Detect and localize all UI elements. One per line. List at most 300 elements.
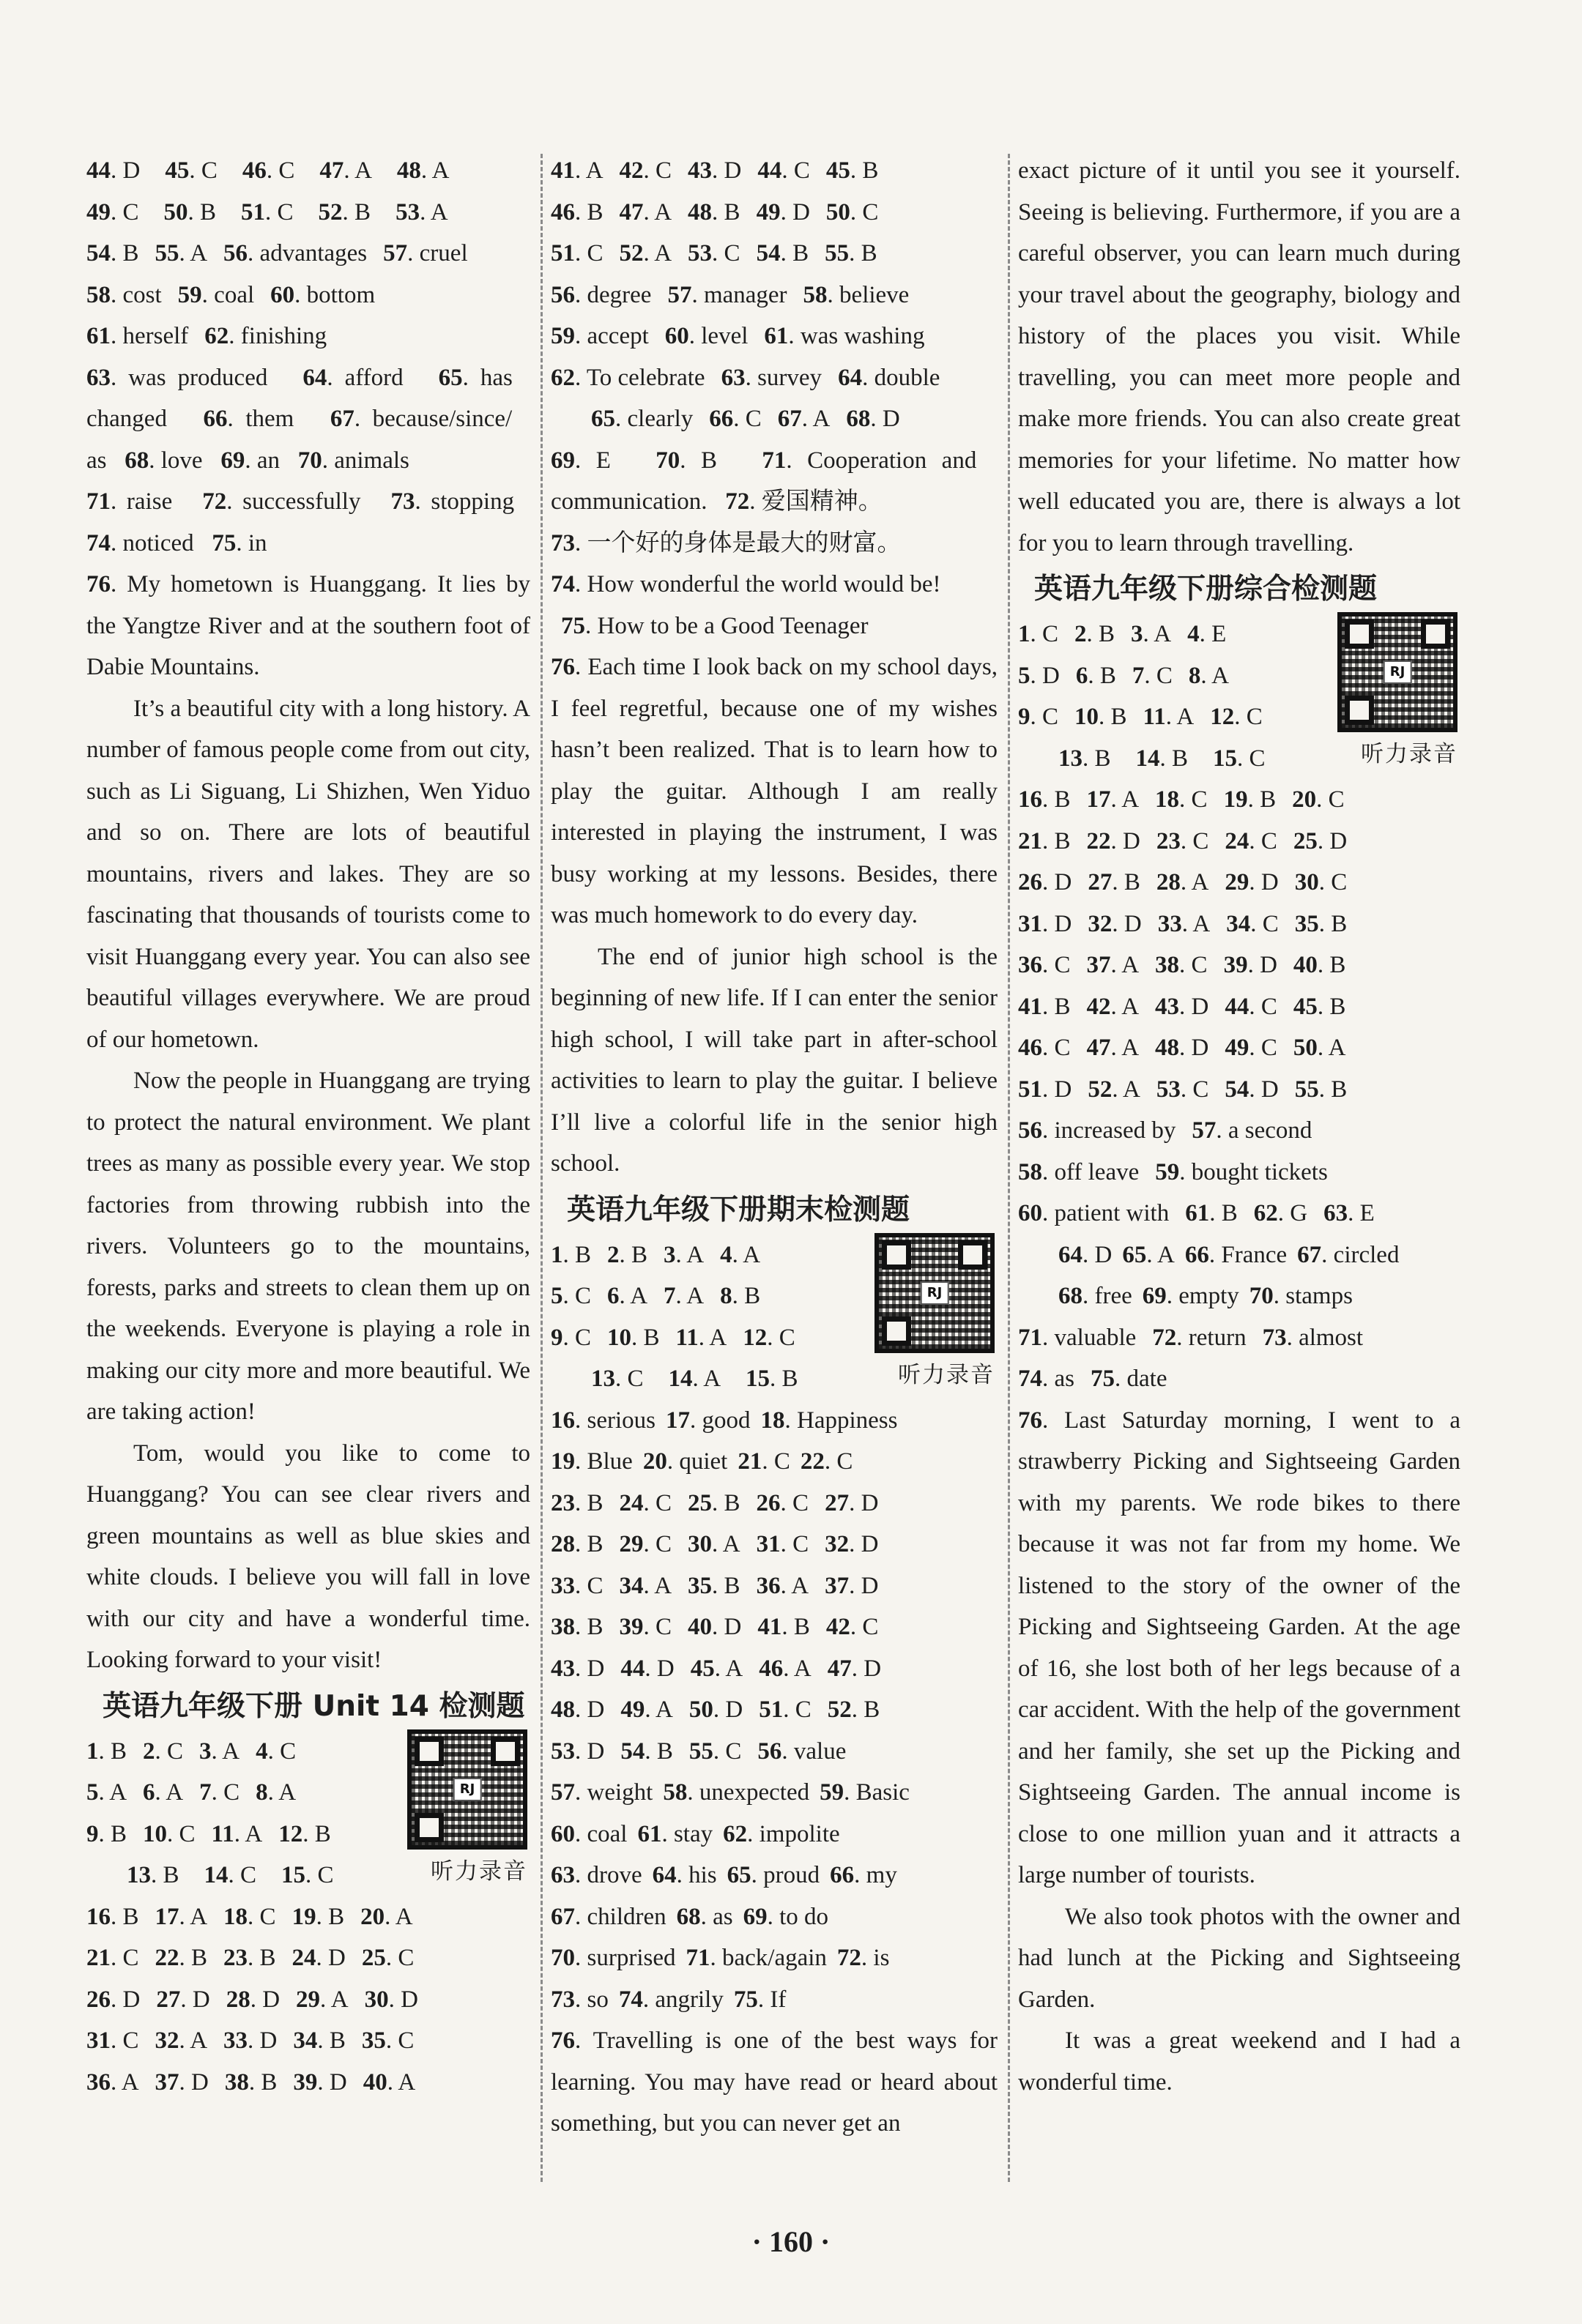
- answer-item: 11. A: [675, 1324, 727, 1351]
- answer-item: 31. D: [1018, 910, 1072, 937]
- question-number: 54: [1225, 1076, 1249, 1103]
- answer-text: C: [725, 1738, 742, 1765]
- answer-text: believe: [839, 281, 910, 308]
- answer-text: Happiness: [797, 1407, 898, 1434]
- answer-item: 49. C: [1225, 1035, 1277, 1061]
- answer-text: love: [160, 447, 203, 474]
- answer-row: [551, 1400, 998, 1442]
- question-number: 2: [607, 1241, 620, 1268]
- answer-item: 10. C: [143, 1820, 196, 1847]
- answer-item: 58. off leave: [1018, 1158, 1140, 1185]
- answer-item: 16. B: [86, 1903, 139, 1930]
- answer-row: [551, 1814, 998, 1855]
- answer-item: 34. A: [619, 1572, 672, 1599]
- answer-text: D: [861, 1572, 879, 1599]
- answer-row: [551, 316, 998, 357]
- answer-item: 12. C: [743, 1324, 795, 1351]
- answer-text: D: [192, 1986, 210, 2013]
- question-number: 62: [204, 323, 229, 349]
- question-number: 52: [619, 240, 644, 267]
- answer-text: B: [575, 1241, 592, 1268]
- answer-text: animals: [334, 447, 409, 474]
- answer-item: 44. C: [1225, 993, 1277, 1020]
- answer-item: 56. value: [757, 1738, 847, 1765]
- answer-item: 45. A: [690, 1655, 743, 1682]
- answer-item: 25. C: [361, 1945, 415, 1971]
- answer-item: 55. B: [1294, 1076, 1348, 1103]
- answer-text: C: [1249, 745, 1266, 772]
- answer-item: 13. C: [591, 1366, 644, 1392]
- answer-text: A: [1191, 869, 1209, 895]
- answer-text: A: [190, 2027, 208, 2054]
- question-number: 75: [1091, 1366, 1115, 1392]
- answer-item: 18. C: [223, 1903, 276, 1930]
- question-number: 23: [551, 1489, 575, 1516]
- answer-text: A: [330, 1986, 349, 2013]
- question-number: 44: [620, 1655, 645, 1682]
- answer-item: 53. A: [396, 198, 448, 226]
- essay-paragraph: [86, 1433, 530, 1681]
- answer-text: D: [1123, 827, 1140, 854]
- answer-text: return: [1188, 1324, 1247, 1351]
- answer-line: 74. How wonderful the world would be!: [551, 571, 941, 597]
- answer-text: B: [111, 1738, 127, 1765]
- answer-item: 49. D: [756, 198, 810, 226]
- answer-text: A: [245, 1820, 263, 1847]
- answer-item: 4. C: [256, 1738, 297, 1765]
- question-number: 61: [1185, 1200, 1210, 1226]
- question-number: 69: [220, 447, 245, 474]
- question-number: 70: [656, 447, 680, 474]
- question-number: 67: [551, 1903, 575, 1930]
- essay-paragraph: [551, 936, 998, 1185]
- question-number: 51: [1018, 1076, 1042, 1103]
- answer-item: 36. A: [756, 1572, 809, 1599]
- answer-line: as 68. love 69. an 70. animals: [86, 447, 409, 474]
- question-number: 72: [202, 488, 227, 515]
- question-number: 22: [155, 1945, 179, 1971]
- answer-item: 30. C: [1294, 869, 1348, 895]
- answer-text: increased by: [1054, 1117, 1176, 1144]
- answer-item: 60. patient with: [1018, 1200, 1170, 1226]
- question-number: 40: [1293, 952, 1318, 978]
- question-number: 3: [199, 1738, 212, 1765]
- question-number: 12: [743, 1324, 768, 1351]
- question-number: 76: [1018, 1407, 1042, 1434]
- answer-text: B: [643, 1324, 660, 1351]
- answer-text: B: [200, 198, 217, 226]
- answer-text: D: [1260, 952, 1277, 978]
- answer-item: 38. C: [1155, 952, 1208, 978]
- answer-item: 62. finishing: [204, 323, 327, 349]
- answer-text: a second: [1228, 1117, 1312, 1144]
- question-number: 41: [1018, 993, 1042, 1020]
- question-number: 47: [1086, 1035, 1111, 1061]
- question-number: 10: [607, 1324, 632, 1351]
- qr-finder: [882, 1316, 911, 1346]
- answer-item: 17. A: [1086, 786, 1140, 813]
- question-number: 59: [177, 281, 202, 308]
- essay-text: Tom, would you like to come to Huanggang? You can see clear rivers and green mountains as well as blue skies and white clouds. I believe you will fall in love with our city and have a wonderful time. Looking forward to your visit!: [86, 1440, 530, 1673]
- answer-item: 61. B: [1185, 1200, 1238, 1226]
- answer-text: is: [873, 1945, 890, 1971]
- answer-row: [551, 1648, 998, 1690]
- question-number: 52: [827, 1697, 852, 1723]
- answer-item: 7. A: [664, 1283, 705, 1309]
- question-number: 30: [1294, 869, 1319, 895]
- essay-paragraph: 76. Travelling is one of the best ways for learning. You may have read or heard about something, but you can never get an: [551, 2027, 998, 2137]
- question-number: 38: [224, 2068, 249, 2096]
- answer-text: level: [701, 323, 749, 349]
- answer-item: 18. C: [1155, 786, 1208, 813]
- question-number: 9: [1018, 704, 1030, 730]
- answer-text: A: [166, 1779, 184, 1806]
- answer-item: 60. level: [664, 323, 749, 349]
- answer-row: [551, 1896, 998, 1938]
- answer-text: clearly: [627, 406, 694, 432]
- answer-text: D: [191, 2068, 209, 2096]
- question-number: 60: [664, 323, 689, 349]
- answer-text: C: [259, 1903, 276, 1930]
- answer-text: an: [256, 447, 280, 474]
- answer-item: 23. B: [551, 1489, 604, 1516]
- answer-row: [86, 2020, 530, 2062]
- answer-item: 21. C: [86, 1945, 139, 1971]
- question-number: 18: [760, 1407, 785, 1434]
- answer-text: B: [1054, 786, 1071, 813]
- answer-item: 47. A: [1086, 1035, 1140, 1061]
- answer-text: D: [1094, 1241, 1113, 1268]
- answer-text: coal: [587, 1820, 628, 1847]
- answer-item: 44. D: [86, 157, 141, 184]
- answer-item: 17. good: [666, 1407, 751, 1434]
- answer-text: 爱国精神。: [761, 488, 883, 515]
- question-number: 14: [204, 1862, 229, 1888]
- answer-text: was washing: [800, 323, 925, 349]
- answer-line: communication. 72. 爱国精神。: [551, 488, 883, 515]
- answer-text: changed: [86, 406, 167, 432]
- question-number: 69: [551, 447, 575, 474]
- answer-text: B: [1124, 869, 1140, 895]
- question-number: 75: [212, 529, 237, 556]
- answer-item: 56. degree: [551, 281, 652, 308]
- answer-text: D: [1054, 910, 1072, 937]
- question-number: 13: [127, 1862, 151, 1888]
- question-number: 22: [800, 1448, 825, 1475]
- question-number: 7: [199, 1779, 212, 1806]
- question-number: 12: [278, 1820, 303, 1847]
- page-number: · 160 ·: [751, 2225, 831, 2258]
- answer-item: 23. B: [223, 1945, 276, 1971]
- question-number: 20: [1292, 786, 1317, 813]
- question-number: 69: [1142, 1283, 1167, 1309]
- answer-text: D: [1191, 993, 1209, 1020]
- question-number: 66: [709, 406, 734, 432]
- answer-item: 27. B: [1088, 869, 1140, 895]
- answer-text: E: [595, 447, 611, 474]
- answer-item: 28. A: [1156, 869, 1209, 895]
- answer-item: 53. C: [688, 240, 740, 267]
- answer-line: 63. was produced 64. afford 65. has: [86, 364, 513, 391]
- question-number: 55: [155, 240, 179, 267]
- question-number: 4: [1187, 621, 1200, 647]
- question-number: 68: [125, 447, 149, 474]
- answer-item: 7. C: [1132, 662, 1173, 689]
- answer-text: B: [587, 1614, 604, 1640]
- question-number: 44: [86, 157, 111, 184]
- answer-item: 10. B: [1074, 704, 1127, 730]
- answer-text: A: [430, 198, 448, 226]
- question-number: 40: [688, 1614, 713, 1640]
- answer-text: stamps: [1285, 1283, 1353, 1309]
- answer-item: 59. bought tickets: [1155, 1158, 1328, 1185]
- answer-item: 71. valuable: [1018, 1324, 1137, 1351]
- answer-text: survey: [757, 364, 822, 391]
- answer-text: afford: [344, 364, 404, 391]
- answer-text: D: [587, 1697, 605, 1723]
- question-number: 26: [756, 1489, 781, 1516]
- answer-item: 13. B: [1058, 745, 1111, 772]
- answer-item: 25. B: [688, 1489, 740, 1516]
- question-number: 32: [825, 1531, 850, 1557]
- listening-audio-label: 听力录音: [431, 1858, 527, 1885]
- question-number: 25: [688, 1489, 713, 1516]
- answer-row: [1018, 1358, 1460, 1400]
- answer-line: changed 66. them 67. because/since/: [86, 406, 513, 432]
- question-number: 2: [1074, 621, 1087, 647]
- answer-text: C: [1156, 662, 1173, 689]
- answer-item: 54. B: [86, 240, 139, 267]
- answer-item: 54. B: [756, 240, 809, 267]
- answer-row: [86, 233, 530, 275]
- answer-item: 62. G: [1253, 1200, 1308, 1226]
- answer-text: B: [700, 447, 717, 474]
- answer-text: B: [1329, 993, 1346, 1020]
- question-number: 50: [825, 198, 850, 226]
- answer-item: 37. D: [155, 2068, 209, 2096]
- question-number: 27: [825, 1489, 850, 1516]
- answer-text: C: [1054, 1035, 1071, 1061]
- qr-badge: RJ: [921, 1281, 949, 1305]
- qr-code: [874, 1233, 995, 1353]
- answer-text: B: [314, 1820, 331, 1847]
- answer-text: as: [86, 447, 107, 474]
- answer-row: [1018, 779, 1460, 821]
- question-number: 55: [1294, 1076, 1319, 1103]
- answer-item: 65. proud: [727, 1862, 820, 1888]
- question-number: 26: [86, 1986, 111, 2013]
- answer-item: 9. C: [551, 1324, 592, 1351]
- question-number: 47: [319, 157, 344, 184]
- answer-text: A: [222, 1738, 240, 1765]
- answer-line: 71. raise 72. successfully 73. stopping: [86, 488, 515, 515]
- question-number: 33: [223, 2027, 248, 2054]
- question-number: 38: [551, 1614, 575, 1640]
- column-2: [551, 150, 998, 2145]
- answer-text: C: [627, 1366, 644, 1392]
- answer-item: 11. A: [211, 1820, 263, 1847]
- answer-item: 19. B: [1223, 786, 1277, 813]
- answer-text: C: [398, 1945, 415, 1971]
- question-number: 45: [165, 157, 190, 184]
- answer-item: 26. D: [1018, 869, 1072, 895]
- answer-item: 36. A: [86, 2068, 139, 2096]
- answer-text: A: [654, 240, 672, 267]
- answer-text: good: [702, 1407, 751, 1434]
- answer-text: A: [791, 1572, 809, 1599]
- question-number: 20: [360, 1903, 385, 1930]
- question-number: 16: [86, 1903, 111, 1930]
- answer-row: [1018, 1317, 1460, 1359]
- answer-item: 12. B: [278, 1820, 331, 1847]
- question-number: 66: [203, 406, 228, 432]
- question-number: 64: [302, 364, 327, 391]
- answer-text: C: [1042, 621, 1059, 647]
- answer-text: drove: [587, 1862, 642, 1888]
- answer-text: my: [866, 1862, 897, 1888]
- answer-item: 52. B: [318, 198, 371, 226]
- question-number: 65: [727, 1862, 751, 1888]
- answer-item: 60. coal: [551, 1820, 628, 1847]
- answer-text: communication.: [551, 488, 708, 515]
- question-number: 32: [1088, 910, 1113, 937]
- answer-text: A: [725, 1655, 743, 1682]
- answer-item: 55. A: [155, 240, 208, 267]
- section-heading: 英语九年级下册 Unit 14 检测题: [103, 1689, 525, 1723]
- answer-item: 22. C: [800, 1448, 853, 1475]
- answer-row: [551, 357, 998, 399]
- question-number: 39: [293, 2068, 318, 2096]
- answer-text: D: [328, 1945, 346, 1971]
- question-number: 26: [1018, 869, 1042, 895]
- answer-text: D: [1191, 1035, 1209, 1061]
- answer-text: D: [725, 1697, 743, 1723]
- answer-text: C: [1191, 786, 1208, 813]
- question-number: 48: [551, 1697, 575, 1723]
- answer-text: B: [1172, 745, 1189, 772]
- answer-item: 67. A: [777, 406, 831, 432]
- essay-text: Each time I look back on my school days, I feel regretful, because one of my wishes hasn’t been realized. That is to learn how to play the guitar. Although I am really interested in playing the instrument, I was busy working at my lessons. Besides, there was much homework to do every day.: [551, 654, 998, 928]
- answer-item: 41. B: [757, 1614, 810, 1640]
- question-number: 19: [291, 1903, 316, 1930]
- answer-item: 31. C: [756, 1531, 809, 1557]
- answer-text: A: [793, 1655, 812, 1682]
- answer-text: D: [1124, 910, 1142, 937]
- answer-text: B: [587, 198, 604, 226]
- answer-item: 64. double: [838, 364, 940, 391]
- question-number: 70: [551, 1945, 575, 1971]
- question-number: 53: [1156, 1076, 1181, 1103]
- answer-text: B: [259, 1945, 276, 1971]
- answer-item: 71. back/again: [686, 1945, 827, 1971]
- question-number: 5: [551, 1283, 563, 1309]
- question-number: 2: [143, 1738, 155, 1765]
- answer-item: 70. surprised: [551, 1945, 676, 1971]
- answer-text: A: [395, 1903, 413, 1930]
- question-number: 53: [688, 240, 713, 267]
- answer-text: D: [329, 2068, 347, 2096]
- answer-item: 36. C: [1018, 952, 1071, 978]
- answer-text: B: [261, 2068, 278, 2096]
- question-number: 33: [1157, 910, 1182, 937]
- answer-text: B: [862, 157, 879, 184]
- answer-text: B: [781, 1366, 798, 1392]
- question-number: 57: [667, 281, 692, 308]
- question-number: 61: [764, 323, 789, 349]
- question-number: 37: [1086, 952, 1111, 978]
- answer-text: herself: [122, 323, 189, 349]
- question-number: 28: [1156, 869, 1181, 895]
- answer-item: 3. A: [664, 1241, 705, 1268]
- question-number: 68: [676, 1903, 701, 1930]
- answer-item: 48. A: [396, 157, 450, 184]
- question-number: 29: [1225, 869, 1249, 895]
- question-number: 64: [838, 364, 863, 391]
- answer-text: B: [744, 1283, 761, 1309]
- question-number: 9: [551, 1324, 563, 1351]
- question-number: 11: [211, 1820, 234, 1847]
- question-number: 1: [1018, 621, 1030, 647]
- answer-text: C: [1328, 786, 1345, 813]
- answer-item: 13. B: [127, 1862, 179, 1888]
- answer-item: 52. B: [827, 1697, 880, 1723]
- answer-text: D: [882, 406, 900, 432]
- answer-text: C: [793, 157, 810, 184]
- answer-text: empty: [1178, 1283, 1239, 1309]
- answer-text: off leave: [1054, 1158, 1140, 1185]
- answer-item: 59. Basic: [820, 1779, 910, 1806]
- question-number: 59: [820, 1779, 844, 1806]
- column-divider: [541, 154, 543, 2182]
- answer-line: 73. 一个好的身体是最大的财富。: [551, 529, 902, 556]
- answer-text: A: [1211, 662, 1229, 689]
- answer-text: B: [631, 1241, 648, 1268]
- question-number: 21: [1018, 827, 1042, 854]
- answer-text: surprised: [587, 1945, 676, 1971]
- answer-row: [551, 150, 998, 192]
- question-number: 25: [361, 1945, 386, 1971]
- answer-text: C: [862, 198, 879, 226]
- question-number: 10: [1074, 704, 1099, 730]
- question-number: 72: [1152, 1324, 1177, 1351]
- answer-item: 26. C: [756, 1489, 809, 1516]
- answer-item: 51. C: [551, 240, 604, 267]
- answer-item: 43. D: [551, 1655, 605, 1682]
- question-number: 63: [1323, 1200, 1348, 1226]
- answer-text: B: [1260, 786, 1277, 813]
- answer-item: 43. D: [1155, 993, 1209, 1020]
- question-number: 29: [296, 1986, 321, 2013]
- answer-row: [551, 1606, 998, 1648]
- question-number: 12: [1210, 704, 1235, 730]
- answer-item: 74. as: [1018, 1366, 1074, 1392]
- question-number: 76: [86, 571, 111, 597]
- question-number: 36: [1018, 952, 1042, 978]
- answer-item: 40. B: [1293, 952, 1346, 978]
- question-number: 29: [619, 1531, 644, 1557]
- answer-item: 29. D: [1225, 869, 1279, 895]
- answer-item: 61. was washing: [764, 323, 925, 349]
- qr-code: [407, 1729, 527, 1850]
- answer-row: [551, 1772, 998, 1814]
- answer-text: C: [656, 1489, 672, 1516]
- answer-item: 8. A: [256, 1779, 297, 1806]
- answer-text: stopping: [431, 488, 515, 515]
- answer-row: [551, 1441, 998, 1483]
- answer-item: 15. C: [1213, 745, 1266, 772]
- answer-text: B: [1331, 1076, 1348, 1103]
- answer-item: 42. A: [1086, 993, 1140, 1020]
